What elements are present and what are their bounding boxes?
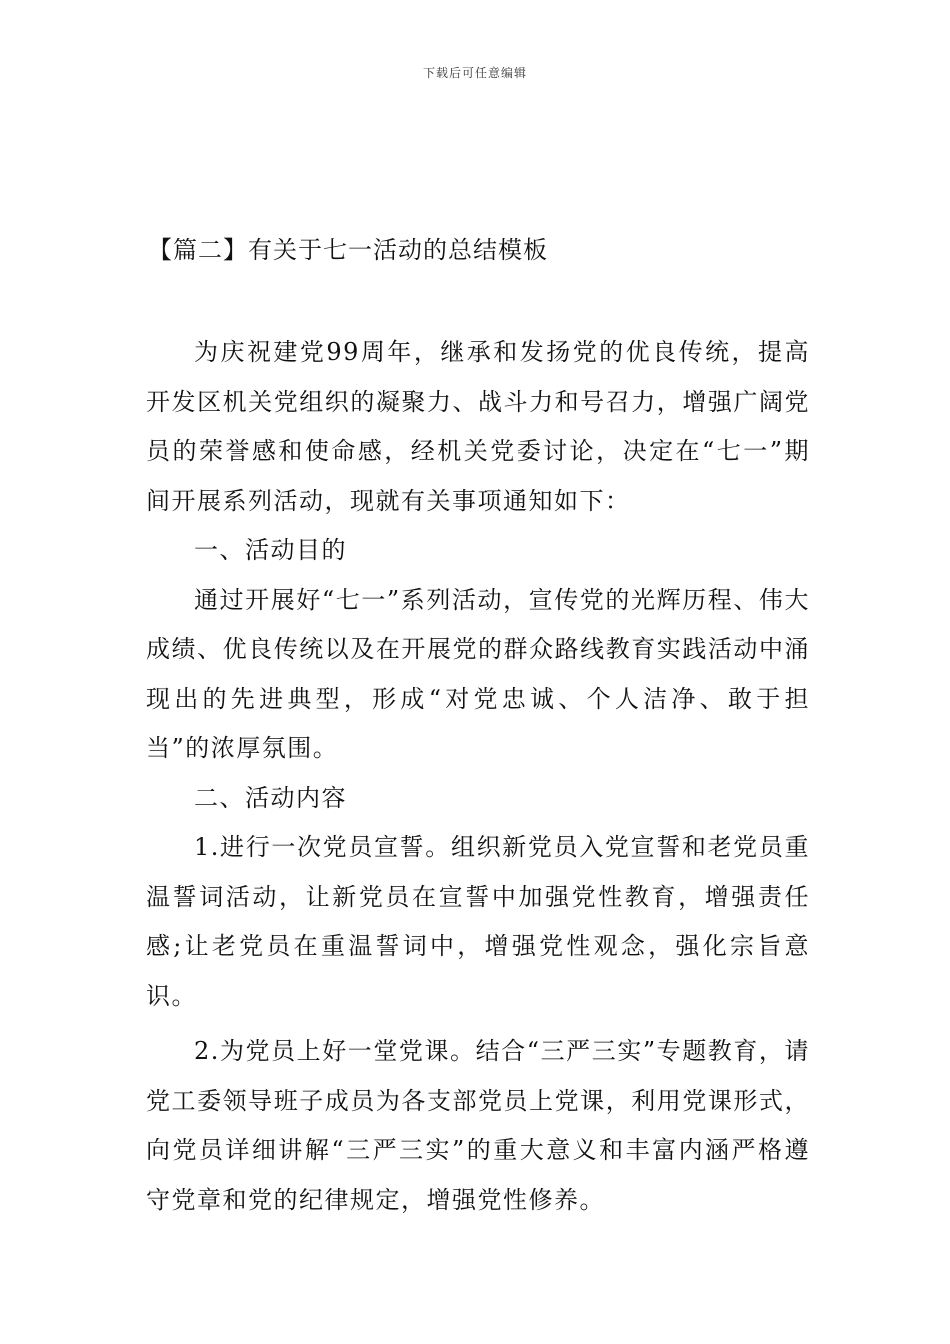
header-note: 下载后可任意编辑 bbox=[422, 66, 527, 80]
paragraph-purpose: 通过开展好“七一”系列活动，宣传党的光辉历程、伟大成绩、优良传统以及在开展党的群众路线教育实践活动中涌现出的先进典型，形成“对党忠诚、个人洁净、敢于担当”的浓厚氛围。 bbox=[146, 585, 810, 762]
section-heading-content: 二、活动内容 bbox=[194, 783, 347, 812]
document-title: 【篇二】有关于七一活动的总结模板 bbox=[148, 236, 548, 264]
section-heading-purpose: 一、活动目的 bbox=[194, 536, 347, 564]
document-body bbox=[146, 328, 810, 1225]
paragraph-intro: 为庆祝建党99周年，继承和发扬党的优良传统，提高开发区机关党组织的凝聚力、战斗力和号召力，增强广阔党员的荣誉感和使命感，经机关党委讨论，决定在“七一”期间开展系列活动，现就有关事项通知如下： bbox=[146, 338, 810, 515]
paragraph-item-1: 1.进行一次党员宣誓。组织新党员入党宣誓和老党员重温誓词活动，让新党员在宣誓中加强党性教育，增强责任感;让老党员在重温誓词中，增强党性观念，强化宗旨意识。 bbox=[146, 833, 810, 1010]
paragraph-item-2: 2.为党员上好一堂党课。结合“三严三实”专题教育，请党工委领导班子成员为各支部党员上党课，利用党课形式，向党员详细讲解“三严三实”的重大意义和丰富内涵严格遵守党章和党的纪律规定，增强党性修养。 bbox=[146, 1037, 810, 1214]
